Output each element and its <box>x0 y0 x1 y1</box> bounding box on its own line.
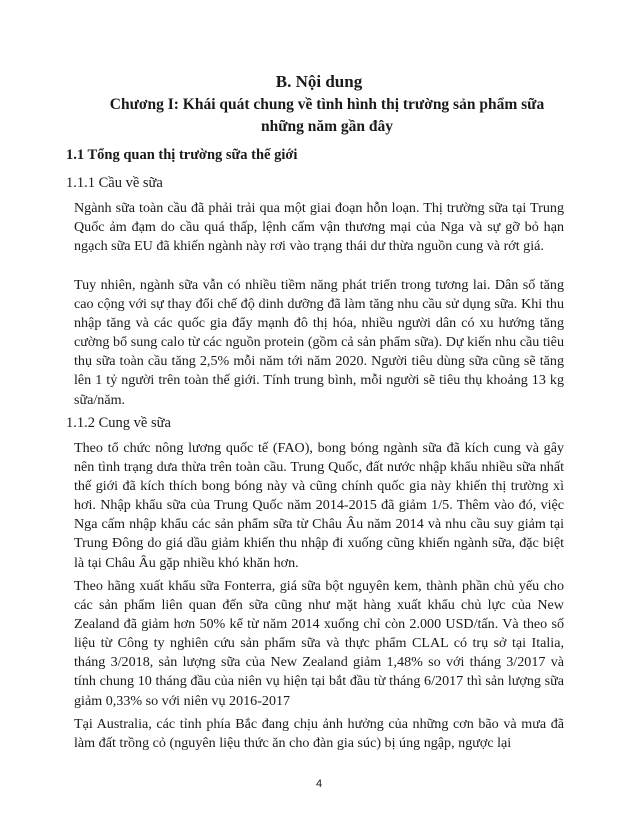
chapter-title: Chương I: Khái quát chung về tình hình thị trường sản phẩm sữa những năm gần đây <box>109 96 545 135</box>
page-number: 4 <box>315 778 323 790</box>
paragraph-demand-2: Tuy nhiên, ngành sữa vẫn có nhiều tiềm năng phát triển trong tương lai. Dân số tăng cao cộng với sự thay đổi chế độ dinh dưỡng đã làm tăng nhu cầu sử dụng sữa. Khi thu nhập tăng và các quốc gia đẩy mạnh đô thị hóa, nhiều người dân có xu hướng tăng cường bổ sung calo từ các nguồn protein (gồm cả sản phẩm sữa). Dự kiến nhu cầu tiêu thụ sữa toàn cầu tăng 2,5% mỗi năm tới năm 2020. Người tiêu dùng sữa cũng sẽ tăng lên 1 tỷ người trên toàn thế giới. Tính trung bình, mỗi người sẽ tiêu thụ khoảng 13 kg sữa/năm. <box>74 277 564 408</box>
paragraph-supply-1: Theo tổ chức nông lương quốc tế (FAO), bong bóng ngành sữa đã kích cung và gây nên tình trạng dưa thừa trên toàn cầu. Trung Quốc, đất nước nhập khẩu nhiều sữa nhất thế giới đã kích thích bong bóng này và cũng chính quốc gia này khiến thị trường xì hơi. Nhập khẩu sữa của Trung Quốc năm 2014-2015 đã giảm 1/5. Thêm vào đó, việc Nga cấm nhập khẩu các sản phẩm sữa từ Châu Âu năm 2014 và nhu cầu suy giảm tại Trung Đông do giá dầu giảm khiến thu nhập đi xuống cũng khiến ngành sữa, đặc biệt là tại Châu Âu gặp nhiều khó khăn hơn. <box>74 440 564 571</box>
paragraph-supply-2: Theo hãng xuất khẩu sữa Fonterra, giá sữa bột nguyên kem, thành phần chủ yếu cho các sản phẩm liên quan đến sữa cũng như mặt hàng xuất khẩu chủ lực của New Zealand đã giảm hơn 50% kể từ năm 2014 xuống chỉ còn 2.000 USD/tấn. Và theo số liệu từ Công ty nghiên cứu sản phẩm sữa và thực phẩm CLAL có trụ sở tại Italia, tháng 3/2018, sản lượng sữa của New Zealand giảm 1,48% so với tháng 3/2017 và tính chung 10 tháng đầu của niên vụ hiện tại bắt đầu từ tháng 6/2017 thì sản lượng sữa giảm 0,33% so với niên vụ 2016-2017 <box>74 578 564 709</box>
section-title: B. Nội dung <box>275 72 363 91</box>
heading-milk-supply: 1.1.2 Cung về sữa <box>66 415 171 431</box>
heading-world-dairy-market: 1.1 Tổng quan thị trường sữa thế giới <box>66 147 298 163</box>
heading-milk-demand: 1.1.1 Cầu về sữa <box>66 175 163 191</box>
paragraph-demand-1: Ngành sữa toàn cầu đã phải trải qua một giai đoạn hỗn loạn. Thị trường sữa tại Trung Quốc ảm đạm do cầu quá thấp, lệnh cấm vận thương mại của Nga và sự gỡ bỏ hạn ngạch sữa EU đã khiến ngành này rơi vào trạng thái dư thừa nguồn cung và rớt giá. <box>74 200 564 255</box>
paragraph-supply-3: Tại Australia, các tỉnh phía Bắc đang chịu ảnh hưởng của những cơn bão và mưa đã làm đất trồng cỏ (nguyên liệu thức ăn cho đàn gia súc) bị úng ngập, ngược lại <box>74 716 564 752</box>
